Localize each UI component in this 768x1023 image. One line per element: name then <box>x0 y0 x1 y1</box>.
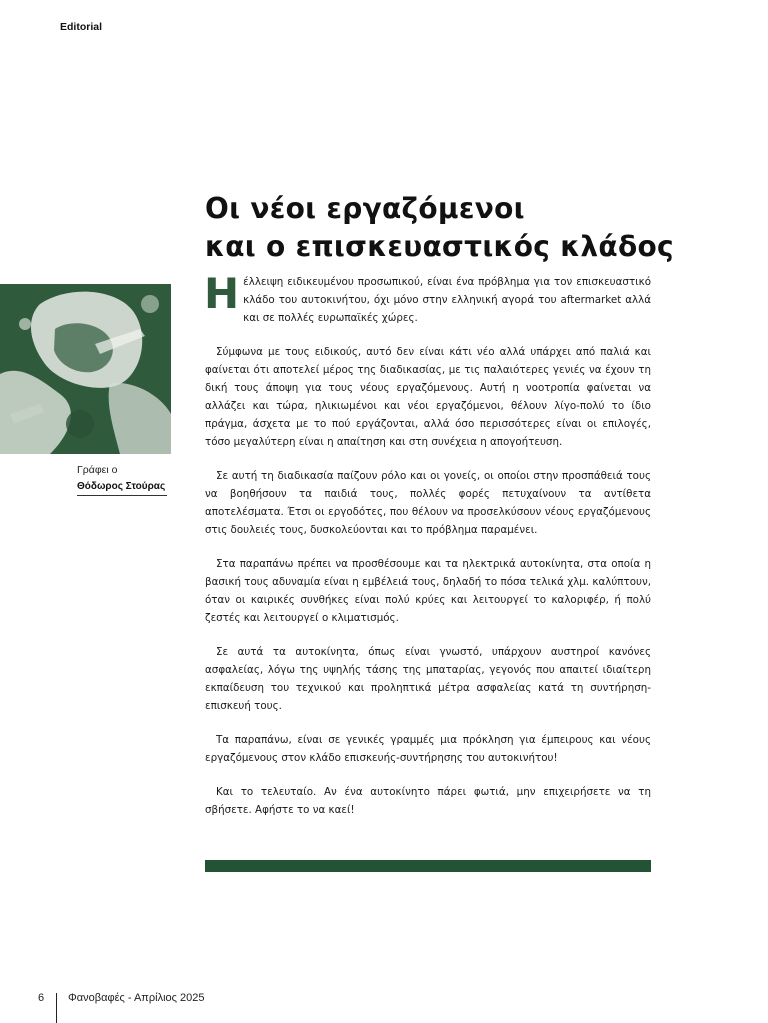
paragraph-5: Σε αυτά τα αυτοκίνητα, όπως είναι γνωστό, υπάρχουν αυστηροί κανόνες ασφαλείας, λόγω της υψηλής τάσης της μπαταρίας, γεγονός που απαιτεί ιδιαίτερη εκπαίδευση του τεχνικού και προληπτικά μέτρα ασφαλείας κατά τη συντήρηση-επισκευή τους. <box>205 646 651 712</box>
paragraph-4: Στα παραπάνω πρέπει να προσθέσουμε και τα ηλεκτρικά αυτοκίνητα, στα οποία η βασική τους αδυναμία είναι η εμβέλειά τους, δηλαδή το πόσα τελικά χλμ. καλύπτουν, όταν οι καιρικές συνθήκες είναι πολύ κρύες και λειτουργεί το καλοριφέρ, ή πολύ ζεστές και λειτουργεί ο κλιματισμός. <box>205 558 651 624</box>
paragraph-1 <box>204 269 651 327</box>
paragraph-7: Και το τελευταίο. Αν ένα αυτοκίνητο πάρει φωτιά, μην επιχειρήσετε να τη σβήσετε. Αφήστε το να καεί! <box>205 786 651 816</box>
publication-info: Φανοβαφές - Απρίλιος 2025 <box>68 992 205 1004</box>
drop-cap: Η <box>204 269 240 318</box>
paragraph-2: Σύμφωνα με τους ειδικούς, αυτό δεν είναι κάτι νέο αλλά υπάρχει από παλιά και φαίνεται ότι αποτελεί μέρος της διαδικασίας, με τις παλαιότερες γενιές να έχουν τη δική τους άποψη για τους νέους εργαζόμενους. Αυτή η νοοτροπία φαίνεται να αλλάζει και τώρα, ηλικιωμένοι και νέοι εργαζόμενοι, θέλουν λίγο-πολύ το ίδιο πράγμα, άσχετα με το πού εργάζονται, αλλά όσο περισσότερες είναι οι επιλογές, τόσο μεγαλύτερη είναι η απαίτηση και στη συνέχεια η απογοήτευση. <box>205 346 651 448</box>
page-number: 6 <box>38 992 45 1004</box>
author-photo <box>0 284 171 454</box>
article-title <box>205 190 685 266</box>
title-line-2: και ο επισκευαστικός κλάδος <box>205 230 674 263</box>
paragraph-1-text: έλλειψη ειδικευμένου προσωπικού, είναι ένα πρόβλημα για τον επισκευαστικό κλάδο του αυτοκινήτου, όχι μόνο στην ελληνική αγορά του aftermarket αλλά και σε πολλές ευρωπαϊκές χώρες. <box>243 276 651 324</box>
closing-bar <box>205 860 651 872</box>
byline-label: Γράφει ο <box>77 464 118 476</box>
paragraph-3: Σε αυτή τη διαδικασία παίζουν ρόλο και οι γονείς, οι οποίοι στην προσπάθειά τους να βοηθήσουν τα παιδιά τους, πολλές φορές πετυχαίνουν τα αντίθετα αποτελέσματα. Έτσι οι εργοδότες, που θέλουν να προσελκύσουν νέους εργαζόμενους στις δουλειές τους, δυσκολεύονται και το πρόβλημα παραμένει. <box>205 470 651 536</box>
paragraph-6: Τα παραπάνω, είναι σε γενικές γραμμές μια πρόκληση για έμπειρους και νέους εργαζόμενους στον κλάδο επισκευής-συντήρησης του αυτοκινήτου! <box>205 734 651 764</box>
article-body <box>204 269 651 835</box>
title-line-1: Οι νέοι εργαζόμενοι <box>205 192 525 225</box>
byline-author: Θόδωρος Στούρας <box>77 481 167 496</box>
section-label: Editorial <box>60 21 103 33</box>
footer-divider <box>56 993 57 1023</box>
